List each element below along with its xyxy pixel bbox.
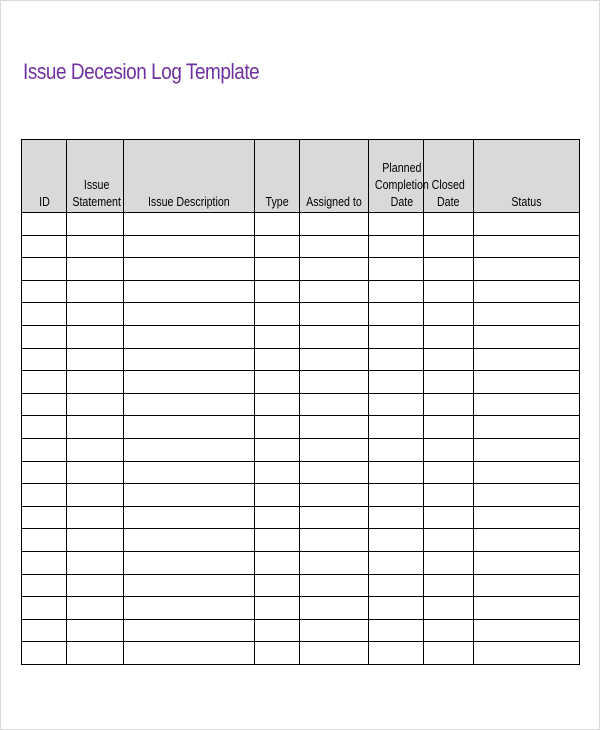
cell-closed-date[interactable] [424,280,474,303]
cell-type[interactable] [255,348,300,371]
cell-status[interactable] [474,280,580,303]
cell-planned-completion-date[interactable] [369,303,424,326]
cell-issue-statement[interactable] [67,529,124,552]
table-row [22,303,580,326]
cell-issue-description[interactable] [124,597,255,620]
table-row [22,597,580,620]
cell-assigned-to[interactable] [300,642,369,665]
cell-issue-statement[interactable] [67,416,124,439]
cell-type[interactable] [255,280,300,303]
cell-id[interactable] [22,325,67,348]
column-header-type: Type [255,140,300,213]
cell-issue-description[interactable] [124,416,255,439]
cell-type[interactable] [255,619,300,642]
cell-issue-description[interactable] [124,280,255,303]
cell-type[interactable] [255,484,300,507]
table-row [22,325,580,348]
cell-status[interactable] [474,371,580,394]
cell-type[interactable] [255,325,300,348]
cell-assigned-to[interactable] [300,325,369,348]
table-row [22,619,580,642]
table-row [22,393,580,416]
cell-issue-statement[interactable] [67,348,124,371]
table-row [22,506,580,529]
cell-issue-statement[interactable] [67,303,124,326]
cell-id[interactable] [22,235,67,258]
cell-type[interactable] [255,461,300,484]
cell-id[interactable] [22,213,67,236]
cell-closed-date[interactable] [424,371,474,394]
cell-id[interactable] [22,642,67,665]
cell-issue-statement[interactable] [67,597,124,620]
cell-issue-description[interactable] [124,438,255,461]
cell-type[interactable] [255,597,300,620]
cell-status[interactable] [474,303,580,326]
cell-planned-completion-date[interactable] [369,348,424,371]
cell-closed-date[interactable] [424,597,474,620]
cell-type[interactable] [255,574,300,597]
cell-id[interactable] [22,461,67,484]
cell-type[interactable] [255,258,300,281]
table-row [22,235,580,258]
cell-closed-date[interactable] [424,348,474,371]
cell-issue-statement[interactable] [67,574,124,597]
cell-assigned-to[interactable] [300,303,369,326]
column-header-id: ID [22,140,67,213]
column-header-planned-completion-date: Planned Completion Date [369,140,424,213]
table-header-row [22,140,580,213]
table-row [22,551,580,574]
cell-assigned-to[interactable] [300,574,369,597]
cell-planned-completion-date[interactable] [369,393,424,416]
column-header-issue-statement: Issue Statement [67,140,124,213]
cell-type[interactable] [255,371,300,394]
cell-id[interactable] [22,393,67,416]
cell-planned-completion-date[interactable] [369,438,424,461]
cell-issue-description[interactable] [124,393,255,416]
cell-planned-completion-date[interactable] [369,325,424,348]
table-row [22,529,580,552]
cell-status[interactable] [474,393,580,416]
cell-planned-completion-date[interactable] [369,551,424,574]
cell-id[interactable] [22,438,67,461]
cell-planned-completion-date[interactable] [369,416,424,439]
cell-issue-description[interactable] [124,529,255,552]
cell-type[interactable] [255,642,300,665]
cell-id[interactable] [22,258,67,281]
cell-id[interactable] [22,597,67,620]
cell-assigned-to[interactable] [300,416,369,439]
cell-assigned-to[interactable] [300,371,369,394]
cell-issue-description[interactable] [124,574,255,597]
cell-assigned-to[interactable] [300,280,369,303]
table-body [22,213,580,665]
table-row [22,642,580,665]
cell-issue-description[interactable] [124,325,255,348]
cell-id[interactable] [22,619,67,642]
cell-planned-completion-date[interactable] [369,574,424,597]
cell-status[interactable] [474,258,580,281]
cell-issue-statement[interactable] [67,371,124,394]
cell-issue-description[interactable] [124,348,255,371]
cell-assigned-to[interactable] [300,235,369,258]
cell-assigned-to[interactable] [300,597,369,620]
cell-issue-description[interactable] [124,371,255,394]
cell-planned-completion-date[interactable] [369,619,424,642]
cell-issue-description[interactable] [124,235,255,258]
cell-assigned-to[interactable] [300,529,369,552]
cell-issue-statement[interactable] [67,258,124,281]
cell-closed-date[interactable] [424,438,474,461]
cell-type[interactable] [255,416,300,439]
cell-issue-description[interactable] [124,642,255,665]
cell-type[interactable] [255,506,300,529]
cell-issue-statement[interactable] [67,551,124,574]
cell-assigned-to[interactable] [300,438,369,461]
cell-status[interactable] [474,619,580,642]
cell-status[interactable] [474,529,580,552]
cell-planned-completion-date[interactable] [369,484,424,507]
cell-status[interactable] [474,416,580,439]
cell-issue-statement[interactable] [67,280,124,303]
cell-closed-date[interactable] [424,642,474,665]
cell-issue-statement[interactable] [67,213,124,236]
cell-assigned-to[interactable] [300,484,369,507]
cell-closed-date[interactable] [424,416,474,439]
cell-id[interactable] [22,280,67,303]
cell-id[interactable] [22,551,67,574]
cell-id[interactable] [22,348,67,371]
cell-status[interactable] [474,235,580,258]
cell-status[interactable] [474,551,580,574]
cell-status[interactable] [474,642,580,665]
table-row [22,258,580,281]
cell-type[interactable] [255,303,300,326]
cell-closed-date[interactable] [424,529,474,552]
cell-assigned-to[interactable] [300,461,369,484]
table-row [22,416,580,439]
cell-status[interactable] [474,461,580,484]
cell-closed-date[interactable] [424,484,474,507]
cell-id[interactable] [22,371,67,394]
cell-planned-completion-date[interactable] [369,213,424,236]
cell-planned-completion-date[interactable] [369,461,424,484]
cell-issue-description[interactable] [124,551,255,574]
cell-issue-description[interactable] [124,619,255,642]
cell-planned-completion-date[interactable] [369,371,424,394]
cell-assigned-to[interactable] [300,619,369,642]
cell-type[interactable] [255,551,300,574]
cell-id[interactable] [22,303,67,326]
cell-status[interactable] [474,213,580,236]
cell-issue-description[interactable] [124,461,255,484]
page-title: Issue Decesion Log Template [23,59,260,84]
cell-planned-completion-date[interactable] [369,529,424,552]
cell-status[interactable] [474,325,580,348]
cell-issue-statement[interactable] [67,484,124,507]
cell-assigned-to[interactable] [300,506,369,529]
cell-status[interactable] [474,484,580,507]
cell-closed-date[interactable] [424,325,474,348]
cell-type[interactable] [255,529,300,552]
cell-closed-date[interactable] [424,258,474,281]
cell-type[interactable] [255,213,300,236]
cell-planned-completion-date[interactable] [369,235,424,258]
cell-issue-statement[interactable] [67,461,124,484]
cell-planned-completion-date[interactable] [369,597,424,620]
cell-issue-statement[interactable] [67,619,124,642]
cell-issue-statement[interactable] [67,235,124,258]
cell-closed-date[interactable] [424,393,474,416]
cell-status[interactable] [474,597,580,620]
cell-assigned-to[interactable] [300,258,369,281]
cell-type[interactable] [255,438,300,461]
cell-status[interactable] [474,348,580,371]
cell-issue-description[interactable] [124,506,255,529]
table-row [22,438,580,461]
cell-issue-description[interactable] [124,213,255,236]
table-row [22,461,580,484]
cell-issue-statement[interactable] [67,506,124,529]
cell-closed-date[interactable] [424,506,474,529]
cell-closed-date[interactable] [424,551,474,574]
cell-closed-date[interactable] [424,619,474,642]
table-row [22,574,580,597]
table-row [22,484,580,507]
cell-status[interactable] [474,574,580,597]
cell-issue-statement[interactable] [67,325,124,348]
cell-id[interactable] [22,484,67,507]
cell-planned-completion-date[interactable] [369,280,424,303]
cell-type[interactable] [255,393,300,416]
cell-issue-description[interactable] [124,303,255,326]
cell-closed-date[interactable] [424,303,474,326]
cell-assigned-to[interactable] [300,551,369,574]
cell-issue-statement[interactable] [67,642,124,665]
cell-planned-completion-date[interactable] [369,642,424,665]
cell-planned-completion-date[interactable] [369,258,424,281]
issue-log-table [21,139,580,665]
cell-planned-completion-date[interactable] [369,506,424,529]
column-header-status: Status [474,140,580,213]
column-header-assigned-to: Assigned to [300,140,369,213]
cell-id[interactable] [22,506,67,529]
cell-closed-date[interactable] [424,574,474,597]
cell-type[interactable] [255,235,300,258]
cell-issue-description[interactable] [124,484,255,507]
table-row [22,348,580,371]
cell-id[interactable] [22,416,67,439]
cell-assigned-to[interactable] [300,348,369,371]
cell-issue-description[interactable] [124,258,255,281]
column-header-issue-description: Issue Description [124,140,255,213]
cell-assigned-to[interactable] [300,213,369,236]
cell-issue-statement[interactable] [67,393,124,416]
cell-id[interactable] [22,529,67,552]
cell-closed-date[interactable] [424,235,474,258]
table-row [22,213,580,236]
cell-issue-statement[interactable] [67,438,124,461]
cell-status[interactable] [474,506,580,529]
cell-status[interactable] [474,438,580,461]
cell-assigned-to[interactable] [300,393,369,416]
cell-id[interactable] [22,574,67,597]
cell-closed-date[interactable] [424,213,474,236]
column-header-closed-date: Closed Date [424,140,474,213]
cell-closed-date[interactable] [424,461,474,484]
table-row [22,371,580,394]
table-row [22,280,580,303]
